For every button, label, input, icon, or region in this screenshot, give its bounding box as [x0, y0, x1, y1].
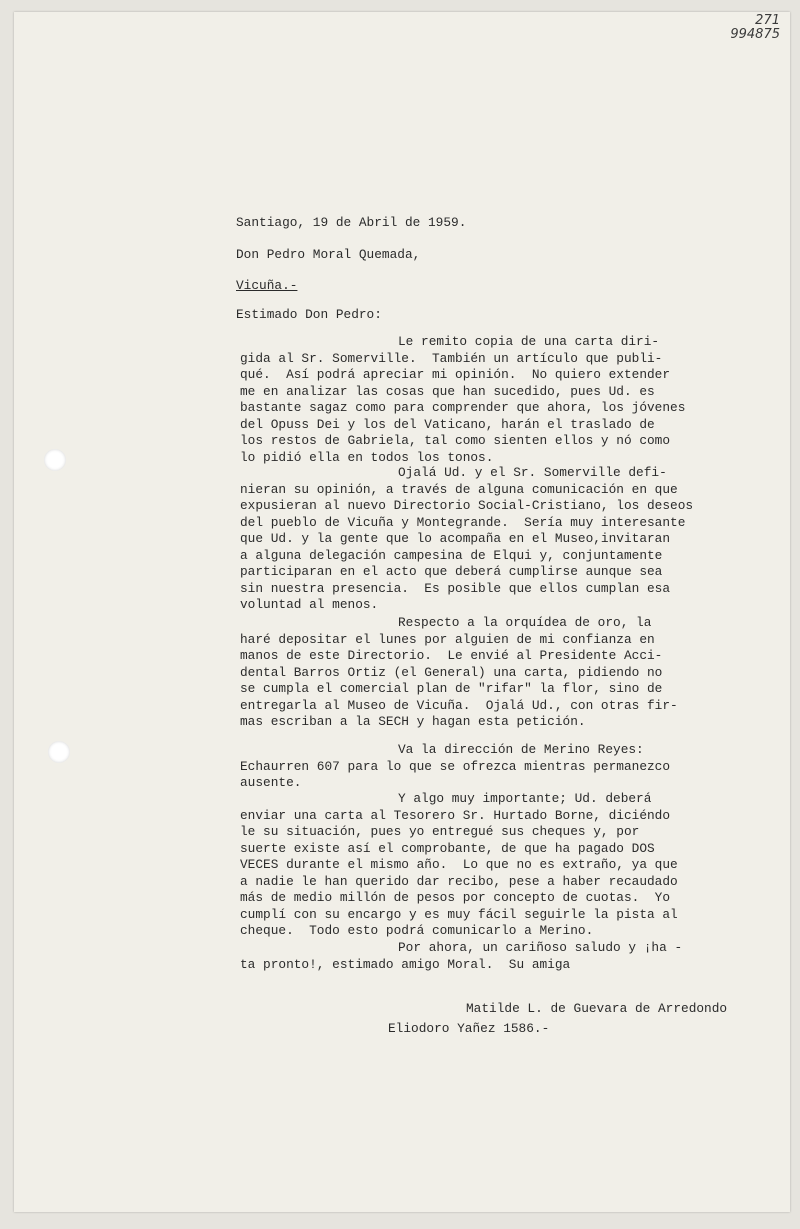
paragraph-line: VECES durante el mismo año. Lo que no es extraño, ya que: [240, 857, 678, 872]
paragraph-5: [0, 791, 800, 940]
paragraph-6: [0, 940, 800, 973]
paragraph-line: Le remito copia de una carta diri-: [398, 334, 660, 349]
paragraph-line: me en analizar las cosas que han sucedido, pues Ud. es: [240, 383, 655, 399]
paragraph-line: gida al Sr. Somerville. También un artículo que publi-: [240, 350, 663, 366]
paragraph-line: del pueblo de Vicuña y Montegrande. Sería muy interesante: [240, 514, 686, 530]
paragraph-line: mas escriban a la SECH y hagan esta petición.: [240, 714, 586, 729]
paragraph-line: suerte existe así el comprobante, de que ha pagado DOS: [240, 840, 655, 856]
recipient-name: Don Pedro Moral Quemada,: [236, 247, 421, 262]
paragraph-line: haré depositar el lunes por alguien de mi confianza en: [240, 631, 655, 647]
paragraph-line: Respecto a la orquídea de oro, la: [398, 615, 652, 630]
paragraph-line: a alguna delegación campesina de Elqui y, conjuntamente: [240, 547, 663, 563]
archive-id: 994875: [730, 27, 780, 42]
paragraph-line: ausente.: [240, 775, 302, 790]
recipient-place: Vicuña.-: [236, 278, 298, 293]
paragraph-3: [0, 615, 800, 731]
paragraph-line: se cumpla el comercial plan de "rifar" la flor, sino de: [240, 681, 663, 696]
archive-folio: 271: [755, 13, 780, 28]
paragraph-line: Y algo muy importante; Ud. deberá: [398, 791, 652, 806]
paragraph-line: sin nuestra presencia. Es posible que ellos cumplan esa: [240, 580, 671, 596]
paragraph-2: [0, 465, 800, 614]
paragraph-line: expusieran al nuevo Directorio Social-Cristiano, los deseos: [240, 498, 694, 513]
paragraph-line: más de medio millón de pesos por concepto de cuotas. Yo: [240, 890, 671, 905]
paragraph-line: los restos de Gabriela, tal como sienten ellos y nó como: [240, 433, 671, 448]
signature: Matilde L. de Guevara de Arredondo: [466, 1001, 728, 1016]
salutation: Estimado Don Pedro:: [236, 307, 382, 322]
sender-address: Eliodoro Yañez 1586.-: [388, 1021, 550, 1036]
paragraph-line: del Opuss Dei y los del Vaticano, harán el traslado de: [240, 416, 655, 432]
paragraph-line: ta pronto!, estimado amigo Moral. Su amiga: [240, 956, 571, 972]
paragraph-line: manos de este Directorio. Le envié al Presidente Acci-: [240, 648, 663, 663]
paragraph-line: voluntad al menos.: [240, 597, 379, 612]
archive-marks: [730, 14, 780, 42]
paragraph-line: nieran su opinión, a través de alguna comunicación en que: [240, 481, 678, 497]
paragraph-line: Por ahora, un cariñoso saludo y ¡ha -: [398, 940, 683, 955]
paragraph-line: cheque. Todo esto podrá comunicarlo a Merino.: [240, 923, 594, 938]
paragraph-line: Va la dirección de Merino Reyes:: [398, 742, 644, 757]
paragraph-line: que Ud. y la gente que lo acompaña en el Museo,invitaran: [240, 531, 671, 546]
paragraph-line: enviar una carta al Tesorero Sr. Hurtado Borne, diciéndo: [240, 807, 671, 823]
date-line: Santiago, 19 de Abril de 1959.: [236, 215, 467, 230]
paragraph-1: [0, 334, 800, 466]
paragraph-line: dental Barros Ortiz (el General) una carta, pidiendo no: [240, 664, 663, 680]
paragraph-line: qué. Así podrá apreciar mi opinión. No quiero extender: [240, 367, 671, 382]
paragraph-4: [0, 742, 800, 792]
paragraph-line: entregarla al Museo de Vicuña. Ojalá Ud., con otras fir-: [240, 697, 678, 713]
paragraph-line: le su situación, pues yo entregué sus cheques y, por: [240, 824, 640, 839]
paragraph-line: lo pidió ella en todos los tonos.: [240, 449, 494, 465]
paragraph-line: bastante sagaz como para comprender que ahora, los jóvenes: [240, 400, 686, 415]
paragraph-line: participaran en el acto que deberá cumplirse aunque sea: [240, 564, 663, 579]
paragraph-line: Echaurren 607 para lo que se ofrezca mientras permanezco: [240, 758, 671, 774]
paragraph-line: Ojalá Ud. y el Sr. Somerville defi-: [398, 465, 667, 480]
paragraph-line: a nadie le han querido dar recibo, pese a haber recaudado: [240, 873, 678, 889]
paragraph-line: cumplí con su encargo y es muy fácil seguirle la pista al: [240, 906, 678, 922]
